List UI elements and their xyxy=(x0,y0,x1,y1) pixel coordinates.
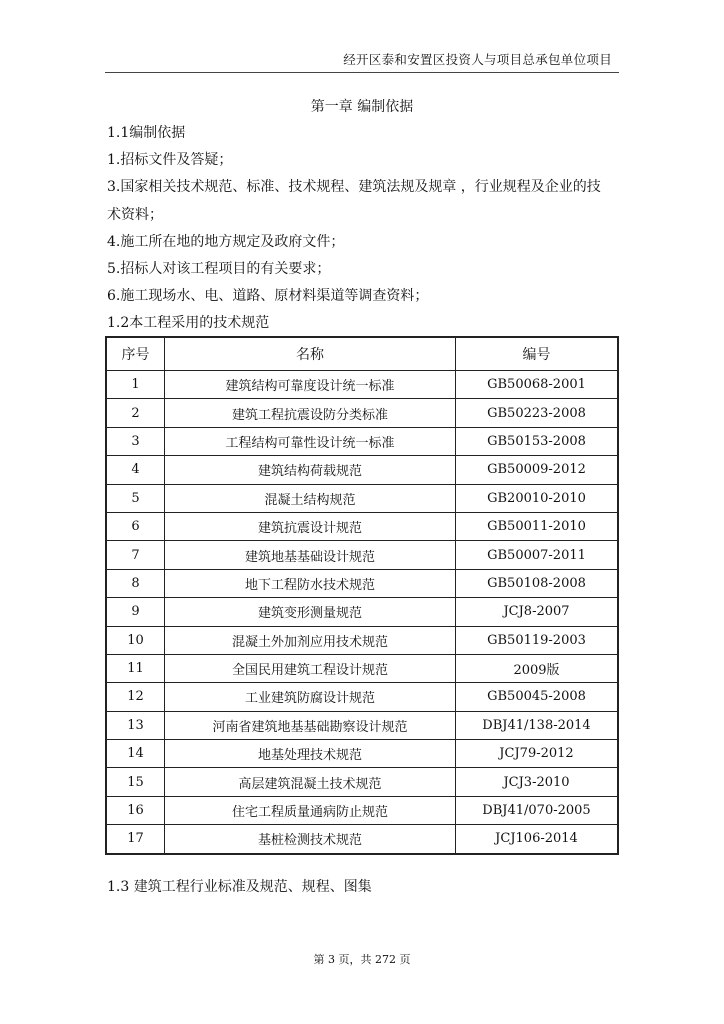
body-text xyxy=(107,120,619,338)
table-row xyxy=(106,796,618,824)
cell-code: JCJ79-2012 xyxy=(456,740,619,768)
cell-index: 3 xyxy=(106,427,165,455)
chapter-title: 第一章 编制依据 xyxy=(310,99,414,115)
section-heading-1-1: 1.1编制依据 xyxy=(107,125,186,141)
table-row xyxy=(106,654,618,682)
cell-name: 建筑结构可靠度设计统一标准 xyxy=(165,371,456,399)
cell-index: 5 xyxy=(106,484,165,512)
table-row xyxy=(106,825,618,854)
cell-name: 建筑抗震设计规范 xyxy=(165,512,456,540)
cell-index: 13 xyxy=(106,711,165,739)
cell-code: DBJ41/138-2014 xyxy=(456,711,619,739)
cell-name: 建筑变形测量规范 xyxy=(165,598,456,626)
table-row xyxy=(106,768,618,796)
cell-index: 1 xyxy=(106,371,165,399)
cell-code: GB50009-2012 xyxy=(456,456,619,484)
cell-name: 混凝土外加剂应用技术规范 xyxy=(165,626,456,654)
cell-index: 10 xyxy=(106,626,165,654)
standards-table xyxy=(105,336,619,855)
table-row xyxy=(106,740,618,768)
cell-code: GB50119-2003 xyxy=(456,626,619,654)
cell-index: 12 xyxy=(106,683,165,711)
cell-name: 住宅工程质量通病防止规范 xyxy=(165,796,456,824)
cell-name: 地基处理技术规范 xyxy=(165,740,456,768)
cell-index: 15 xyxy=(106,768,165,796)
table-row xyxy=(106,512,618,540)
cell-index: 4 xyxy=(106,456,165,484)
body-line: 1.招标文件及答疑； xyxy=(107,152,233,169)
cell-index: 11 xyxy=(106,654,165,682)
cell-code: GB50108-2008 xyxy=(456,569,619,597)
cell-index: 2 xyxy=(106,399,165,427)
column-header-code: 编号 xyxy=(456,337,619,371)
section-heading-1-2: 1.2本工程采用的技术规范 xyxy=(107,315,270,332)
cell-code: GB50068-2001 xyxy=(456,371,619,399)
table-row xyxy=(106,484,618,512)
cell-index: 7 xyxy=(106,541,165,569)
column-header-name: 名称 xyxy=(165,337,456,371)
cell-code: JCJ8-2007 xyxy=(456,598,619,626)
body-line: 术资料； xyxy=(107,206,163,223)
cell-index: 9 xyxy=(106,598,165,626)
table-row xyxy=(106,598,618,626)
cell-index: 14 xyxy=(106,740,165,768)
cell-code: 2009版 xyxy=(456,654,619,682)
table-row xyxy=(106,371,618,399)
cell-index: 17 xyxy=(106,825,165,854)
table-row xyxy=(106,683,618,711)
cell-name: 地下工程防水技术规范 xyxy=(165,569,456,597)
cell-name: 高层建筑混凝土技术规范 xyxy=(165,768,456,796)
cell-name: 基桩检测技术规范 xyxy=(165,825,456,854)
body-line: 3.国家相关技术规范、标准、技术规程、建筑法规及规章 ，行业规程及企业的技 xyxy=(107,179,601,196)
cell-code: GB20010-2010 xyxy=(456,484,619,512)
cell-index: 6 xyxy=(106,512,165,540)
body-line: 5.招标人对该工程项目的有关要求； xyxy=(107,261,331,278)
table-body xyxy=(106,371,618,854)
cell-name: 全国民用建筑工程设计规范 xyxy=(165,654,456,682)
cell-code: GB50011-2010 xyxy=(456,512,619,540)
table-row xyxy=(106,427,618,455)
cell-code: GB50153-2008 xyxy=(456,427,619,455)
cell-name: 工程结构可靠性设计统一标准 xyxy=(165,427,456,455)
table-header-row xyxy=(106,337,618,371)
body-line: 4.施工所在地的地方规定及政府文件； xyxy=(107,233,345,250)
cell-index: 8 xyxy=(106,569,165,597)
table-row xyxy=(106,626,618,654)
table-row xyxy=(106,569,618,597)
cell-code: DBJ41/070-2005 xyxy=(456,796,619,824)
column-header-index: 序号 xyxy=(106,337,165,371)
page-footer: 第 3 页，共 272 页 xyxy=(313,953,411,966)
cell-name: 建筑地基基础设计规范 xyxy=(165,541,456,569)
cell-code: GB50045-2008 xyxy=(456,683,619,711)
section-heading-1-3: 1.3 建筑工程行业标准及规范、规程、图集 xyxy=(107,879,372,895)
cell-name: 混凝土结构规范 xyxy=(165,484,456,512)
cell-name: 工业建筑防腐设计规范 xyxy=(165,683,456,711)
cell-name: 建筑工程抗震设防分类标准 xyxy=(165,399,456,427)
table-row xyxy=(106,711,618,739)
running-header: 经开区泰和安置区投资人与项目总承包单位项目 xyxy=(343,52,612,67)
cell-code: GB50007-2011 xyxy=(456,541,619,569)
cell-code: GB50223-2008 xyxy=(456,399,619,427)
cell-code: JCJ3-2010 xyxy=(456,768,619,796)
cell-name: 河南省建筑地基基础勘察设计规范 xyxy=(165,711,456,739)
header-divider xyxy=(105,72,619,73)
table-row xyxy=(106,456,618,484)
table-row xyxy=(106,541,618,569)
cell-code: JCJ106-2014 xyxy=(456,825,619,854)
body-line: 6.施工现场水、电、道路、原材料渠道等调查资料； xyxy=(107,288,429,305)
table-row xyxy=(106,399,618,427)
cell-name: 建筑结构荷载规范 xyxy=(165,456,456,484)
cell-index: 16 xyxy=(106,796,165,824)
